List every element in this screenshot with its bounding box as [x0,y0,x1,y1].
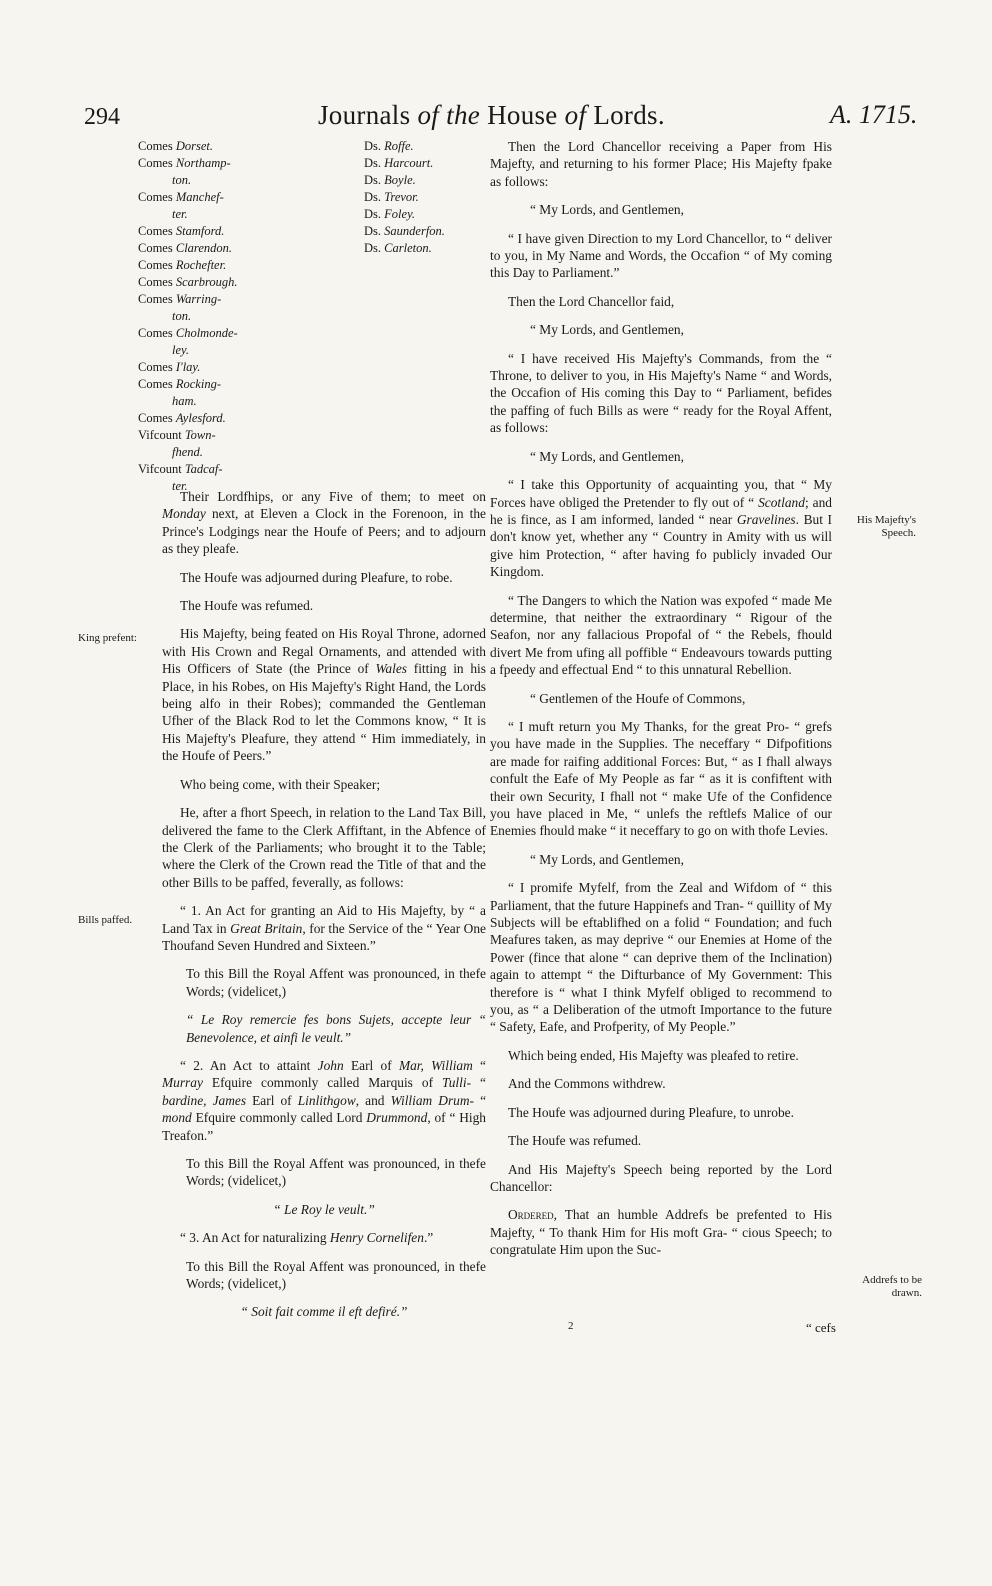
paragraph: Then the Lord Chancellor faid, [508,293,675,309]
address-heading: “ Gentlemen of the Houfe of Commons, [530,690,746,706]
peer-list-barons [364,138,484,257]
title-word: Lords. [593,100,665,130]
title-word: House [487,100,558,130]
peer-rank: Comes [138,258,173,272]
peer-name: Stamford. [175,224,225,238]
peer-name: Harcourt. [384,156,434,170]
signature-mark: 2 [568,1320,574,1332]
peer-name: Boyle. [384,173,416,187]
peer-rank: Vifcount [138,462,182,476]
page-number: 294 [84,104,120,130]
peer-name: Manchef- [175,190,224,204]
margin-note-speech [836,514,916,540]
peer-name-continued: fhend. [172,445,203,459]
page-year: A. 1715. [830,100,918,129]
paragraph: The Houfe was adjourned during Pleafure, to unrobe. [508,1104,794,1120]
peer-entry [138,155,258,189]
peer-name: Clarendon. [175,241,232,255]
title-word: Journals [318,100,411,130]
peer-rank: Ds. [364,156,382,170]
title-word: the [446,100,481,130]
paragraph: The Houfe was refumed. [508,1133,642,1149]
peer-entry [138,376,258,410]
peer-entry [138,138,258,155]
peer-entry [138,257,258,274]
paragraph: The Houfe was adjourned during Pleafure, to robe. [180,569,453,585]
peer-rank: Ds. [364,241,382,255]
peer-rank: Ds. [364,207,382,221]
peer-name: Warring- [175,292,222,306]
peer-entry [138,189,258,223]
paragraph: “ I muft return you My Thanks, for the great Pro- “ grefs you have made in the Supplies. The neceffary “ Difpofitions are made for raifing additional Forces: But, “ as I fhall always confult the Eafe of My People as far “ as it is confiftent with their own Security, I fhall not “ make Ufe of the Confidence you have placed in Me, “ unlefs the reftlefs Malice of our Enemies fhould make “ it neceffary to go on with thofe Levies. [490,718,832,839]
peer-name: Tadcaf- [184,462,223,476]
peer-name: Roffe. [384,139,414,153]
paragraph: Ordered, That an humble Addrefs be prefented to His Majefty, “ To thank Him for His moft Gra- “ cious Speech; to congratulate Him upon the Suc- [490,1207,832,1258]
paragraph: His Majefty, being feated on His Royal Throne, adorned with His Crown and Regal Ornaments, and attended with His Officers of State (the Prince of Wales fitting in his Place, in his Robes, on His Majefty's Right Hand, the Lords being alfo in their Robes); commanded the Gentleman Ufher of the Black Rod to let the Commons know, “ It is His Majefty's Pleafure, they attend “ Him immediately, in the Houfe of Peers.” [162,626,486,764]
peer-rank: Ds. [364,139,382,153]
peer-rank: Comes [138,292,173,306]
peer-name-continued: ter. [172,479,188,493]
peer-rank: Vifcount [138,428,182,442]
title-word: of [417,100,440,130]
peer-name-continued: ton. [172,173,192,187]
peer-name: Saunderfon. [384,224,445,238]
bill-title: “ 3. An Act for naturalizing Henry Cornelifen.” [180,1230,434,1246]
peer-rank: Comes [138,360,173,374]
assent-note: To this Bill the Royal Affent was pronounced, in thefe Words; (videlicet,) [186,1258,486,1292]
peer-entry [138,274,258,291]
assent-words: “ Le Roy remercie fes bons Sujets, accepte leur “ Benevolence, et ainfi le veult.” [186,1012,486,1045]
peer-entry [138,359,258,376]
peer-entry [138,325,258,359]
peer-name: Cholmonde- [175,326,238,340]
right-column [490,138,832,1270]
paragraph: And the Commons withdrew. [508,1076,666,1092]
bill-title: “ 1. An Act for granting an Aid to His Majefty, by “ a Land Tax in Great Britain, for the Service of the “ Year One Thoufand Seven Hundred and Sixteen.” [162,903,486,953]
margin-note-line: His Majefty's [856,514,916,526]
peer-entry [138,291,258,325]
assent-words: “ Soit fait comme il eft defiré.” [240,1304,408,1320]
peer-rank: Comes [138,326,173,340]
peer-entry [364,172,484,189]
running-title [318,100,665,131]
peer-rank: Ds. [364,190,382,204]
assent-note: To this Bill the Royal Affent was pronounced, in thefe Words; (videlicet,) [186,966,486,999]
margin-note-bills-passed: Bills paffed. [78,914,133,926]
peer-name: Rochefter. [175,258,227,272]
peer-name-continued: ley. [172,343,190,357]
peer-name: Scarbrough. [175,275,238,289]
peer-entry [138,410,258,427]
peer-rank: Ds. [364,224,382,238]
peer-name: Rocking- [175,377,221,391]
paragraph: The Houfe was refumed. [180,598,314,614]
peer-entry [364,223,484,240]
paragraph: “ I have received His Majefty's Commands, from the “ Throne, to deliver to you, in His Majefty's Name “ and Words, the Occafion of His coming this Day to “ Parliament, befides the paffing of fuch Bills as were “ ready for the Royal Affent, as follows: [490,350,832,436]
peer-entry [364,138,484,155]
peer-name: Northamp- [175,156,231,170]
peer-entry [138,223,258,240]
left-column [162,488,486,1332]
paragraph: “ I have given Direction to my Lord Chancellor, to “ deliver to you, in My Name and Words, the Occafion “ of My coming this Day to Parliament.” [490,230,832,281]
address-heading: “ My Lords, and Gentlemen, [530,322,684,338]
paragraph: Who being come, with their Speaker; [180,776,381,792]
peer-rank: Comes [138,224,173,238]
bill-title: “ 2. An Act to attaint John Earl of Mar, William “ Murray Efquire commonly called Marquis of Tulli- “ bardine, James Earl of Linlithgow, and William Drum- “ mond Efquire commonly called Lord Drummond, of “ High Treafon.” [162,1057,487,1143]
peer-name: Trevor. [384,190,419,204]
peer-entry [138,427,258,461]
margin-note-address [846,1274,922,1300]
paragraph: Which being ended, His Majefty was pleafed to retire. [508,1047,799,1063]
paragraph: He, after a fhort Speech, in relation to the Land Tax Bill, delivered the fame to the Clerk Affiftant, in the Abfence of the Clerk of the Parliaments; who brought it to the Table; where the Clerk of the Crown read the Title of that and the other Bills to be paffed, feverally, as follows: [162,805,486,890]
peer-name-continued: ham. [172,394,197,408]
peer-name: I'lay. [175,360,201,374]
peer-rank: Ds. [364,173,382,187]
peer-rank: Comes [138,377,173,391]
margin-note-king-present: King prefent: [78,632,137,644]
peer-rank: Comes [138,190,173,204]
paragraph: “ I take this Opportunity of acquainting you, that “ My Forces have obliged the Pretender to fly out of “ Scotland; and he is fince, as I am informed, landed “ near Gravelines. But I don't know yet, whether any “ Country in Amity with us will give him Protection, “ after having fo publicly invaded Our Kingdom. [490,477,832,580]
paragraph: And His Majefty's Speech being reported by the Lord Chancellor: [490,1161,832,1194]
peer-name: Carleton. [384,241,432,255]
peer-name: Dorset. [175,139,214,153]
peer-rank: Comes [138,156,173,170]
peer-entry [364,155,484,172]
peer-entry [364,240,484,257]
peer-list-earls [138,138,258,495]
peer-name: Town- [184,428,216,442]
assent-words: “ Le Roy le veult.” [273,1201,375,1217]
peer-name-continued: ton. [172,309,192,323]
assent-note: To this Bill the Royal Affent was pronounced, in thefe Words; (videlicet,) [186,1156,486,1189]
peer-name: Foley. [384,207,416,221]
peer-rank: Comes [138,241,173,255]
peer-name: Aylesford. [175,411,226,425]
peer-entry [364,189,484,206]
peer-entry [364,206,484,223]
peer-name-continued: ter. [172,207,188,221]
paragraph: Then the Lord Chancellor receiving a Paper from His Majefty, and returning to his former Place; His Majefty fpake as follows: [490,139,832,189]
peer-rank: Comes [138,139,173,153]
peer-rank: Comes [138,275,173,289]
margin-note-line: drawn. [891,1287,922,1299]
title-word: of [564,100,587,130]
peer-entry [138,240,258,257]
margin-note-line: Speech. [881,527,916,539]
address-heading: “ My Lords, and Gentlemen, [530,448,684,464]
address-heading: “ My Lords, and Gentlemen, [530,851,684,867]
address-heading: “ My Lords, and Gentlemen, [530,202,684,218]
paragraph: “ The Dangers to which the Nation was expofed “ made Me determine, that neither the extraordinary “ Rigour of the Seafon, nor any fallacious Propofal of “ the Rebels, fhould divert Me from ufing all poffible “ Endeavours towards putting a fpeedy and effectual End “ to this unnatural Rebellion. [490,592,832,678]
catchword: “ cefs [806,1320,836,1335]
margin-note-line: Addrefs to be [862,1274,922,1286]
paragraph: Their Lordfhips, or any Five of them; to meet on Monday next, at Eleven a Clock in the Forenoon, in the Prince's Lodgings near the Houfe of Peers; and to adjourn as they pleafe. [162,489,486,557]
peer-rank: Comes [138,411,173,425]
paragraph: “ I promife Myfelf, from the Zeal and Wifdom of “ this Parliament, that the future Happinefs and Tran- “ quillity of My Subjects will be eftablifhed on a folid “ Foundation; and fuch Meafures taken, as may deprive “ our Enemies at Home of the Power (fince that alone “ can deprive them of the Inclination) again to attempt “ the Difturbance of My Government: This therefore is “ what I think Myfelf obliged to recommend to you, as “ a Deliberation of the utmoft Importance to the future “ Safety, Eafe, and Profperity, of My People.” [490,880,832,1035]
